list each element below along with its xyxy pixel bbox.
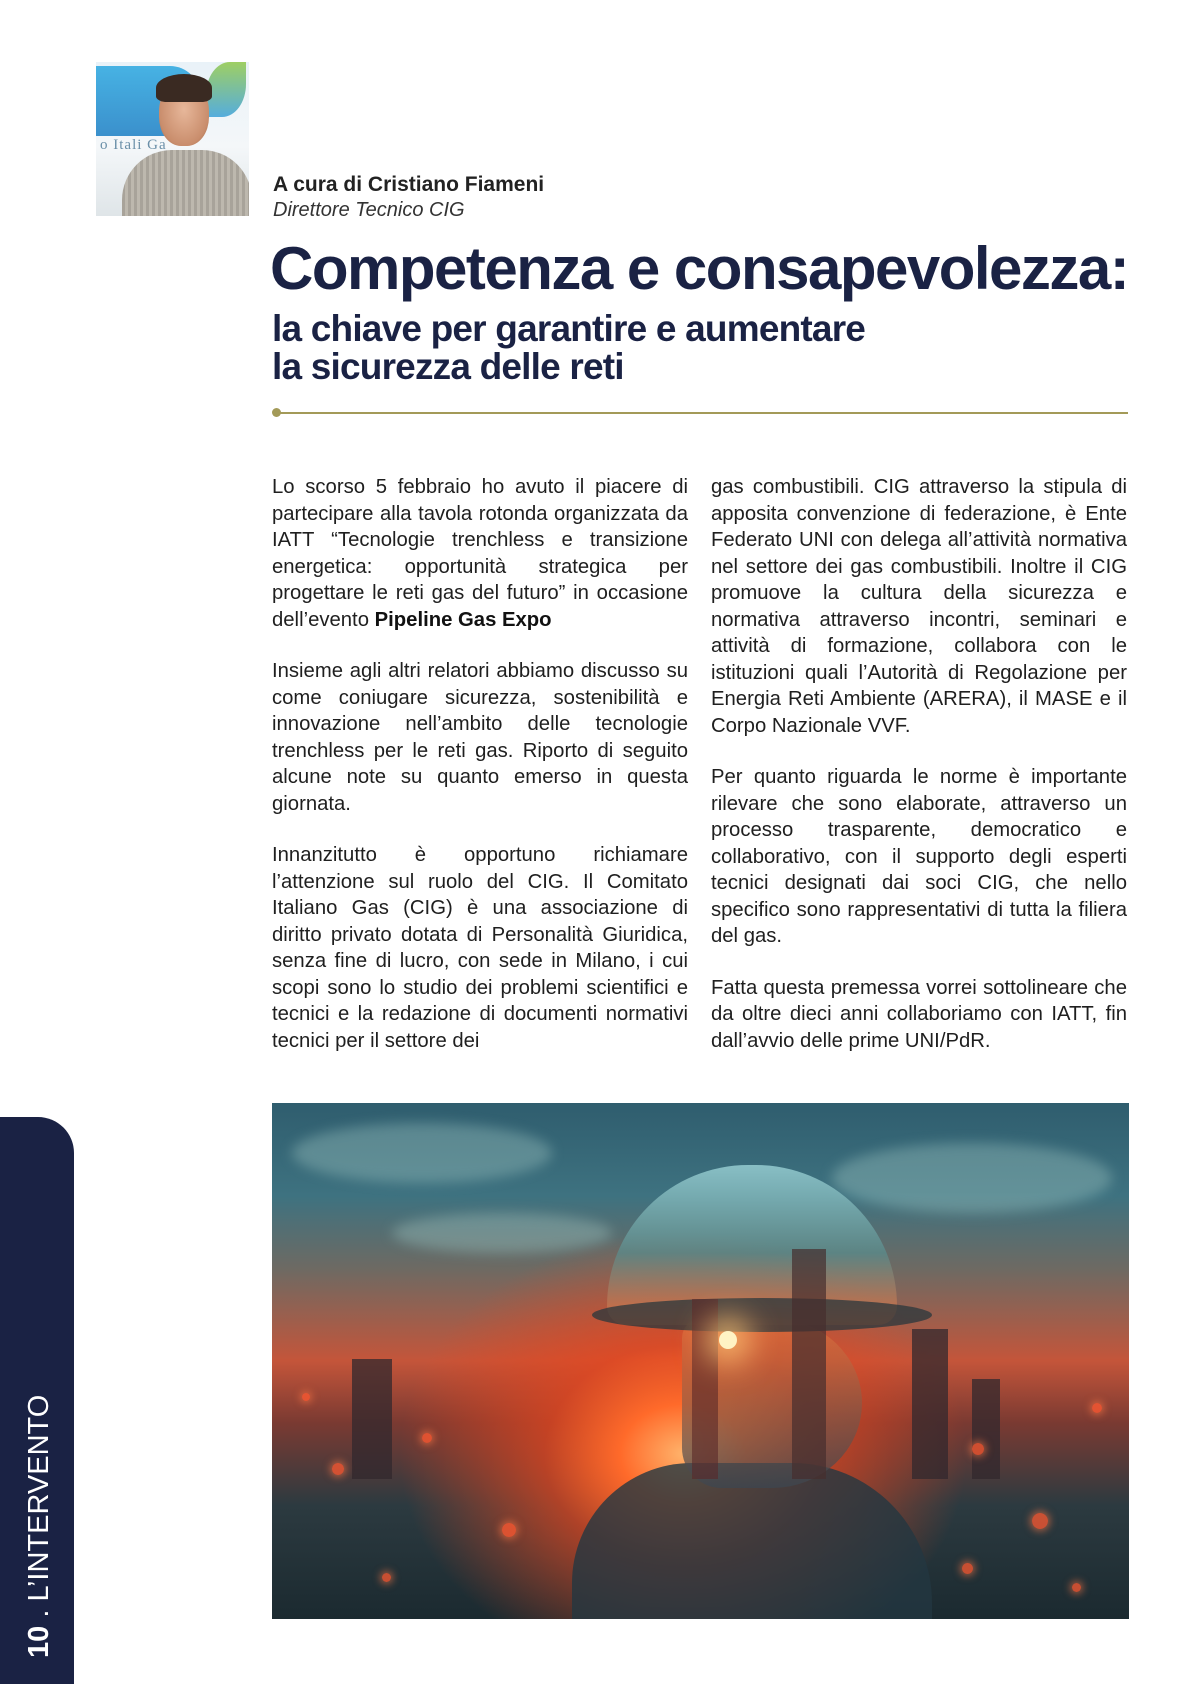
body-column-right <box>711 474 1127 1079</box>
sun <box>719 1331 737 1349</box>
author-photo <box>96 62 249 216</box>
section-separator: . <box>23 1609 55 1618</box>
photo-background-text: o Itali Ga <box>100 137 167 153</box>
bokeh-light <box>972 1443 984 1455</box>
bokeh-light <box>1092 1403 1102 1413</box>
article-subtitle <box>272 310 865 386</box>
hero-image <box>272 1103 1129 1619</box>
bokeh-light <box>1032 1513 1048 1529</box>
paragraph-1 <box>272 474 688 633</box>
cloud-shape <box>292 1123 552 1183</box>
bokeh-light <box>302 1393 310 1401</box>
city-tower <box>792 1249 826 1479</box>
photo-background-leaf <box>206 62 246 117</box>
photo-shirt <box>122 150 249 216</box>
bokeh-light <box>422 1433 432 1443</box>
author-role: Direttore Tecnico CIG <box>273 199 465 221</box>
byline <box>273 172 544 222</box>
paragraph-6: Fatta questa premessa vorrei sottolineare che da oltre dieci anni collaboriamo con IATT, fin dall’avvio delle prime UNI/PdR. <box>711 976 1127 1052</box>
paragraph-5: Per quanto riguarda le norme è importante rilevare che sono elaborate, attraverso un processo trasparente, democratico e collaborativo, con il supporto degli esperti tecnici designati dai soci CIG, che nello specifico sono rappresentativi di tutta la filiera del gas. <box>711 766 1127 947</box>
page-number: 10 <box>23 1625 55 1658</box>
bokeh-light <box>1072 1583 1081 1592</box>
bokeh-light <box>382 1573 391 1582</box>
bokeh-light <box>502 1523 516 1537</box>
subtitle-line-1: la chiave per garantire e aumentare <box>272 308 866 349</box>
section-tab-label <box>23 1395 56 1658</box>
event-name: Pipeline Gas Expo <box>374 608 552 631</box>
section-tab <box>0 1117 74 1684</box>
helmet-brim <box>592 1298 932 1332</box>
paragraph-1-text: Lo scorso 5 febbraio ho avuto il piacere di partecipare alla tavola rotonda organizzata da IATT “Tecnologie trenchless e transizione energetica: opportunità strategica per progettare le reti gas del futuro” in occasione dell’evento <box>272 476 688 631</box>
cloud-shape <box>392 1213 612 1253</box>
bokeh-light <box>962 1563 973 1574</box>
paragraph-4: gas combustibili. CIG attraverso la stipula di apposita convenzione di federazione, è Ente Federato UNI con delega all’attività normativa nel settore dei gas combustibili. Inoltre il CIG promuove la cultura della sicurezza e normativa attraverso incontri, seminari e attività di formazione, collabora con le istituzioni quali l’Autorità di Regolazione per Energia Reti Ambiente (ARERA), il MASE e il Corpo Nazionale VVF. <box>711 476 1127 737</box>
section-tab-label-wrap <box>0 1117 74 1684</box>
title-divider <box>276 412 1128 414</box>
city-tower <box>692 1299 718 1479</box>
article-title: Competenza e consapevolezza: <box>270 235 1129 302</box>
author-name: A cura di Cristiano Fiameni <box>273 173 545 196</box>
section-name: L’INTERVENTO <box>23 1394 55 1602</box>
bokeh-light <box>332 1463 344 1475</box>
cloud-shape <box>832 1143 1112 1213</box>
body-column-left <box>272 474 688 1079</box>
city-tower <box>972 1379 1000 1479</box>
city-tower <box>912 1329 948 1479</box>
subtitle-line-2: la sicurezza delle reti <box>272 346 624 387</box>
paragraph-3: Innanzitutto è opportuno richiamare l’attenzione sul ruolo del CIG. Il Comitato Italiano Gas (CIG) è una associazione di diritto privato dotata di Personalità Giuridica, senza fine di lucro, con sede in Milano, i cui scopi sono lo studio dei problemi scientifici e tecnici e la redazione di documenti normativi tecnici per il settore dei <box>272 844 688 1052</box>
paragraph-2: Insieme agli altri relatori abbiamo discusso su come coniugare sicurezza, sostenibilità e innovazione nell’ambito delle tecnologie trenchless per le reti gas. Riporto di seguito alcune note su quanto emerso in questa giornata. <box>272 660 688 815</box>
city-tower <box>352 1359 392 1479</box>
photo-hair <box>156 74 212 102</box>
